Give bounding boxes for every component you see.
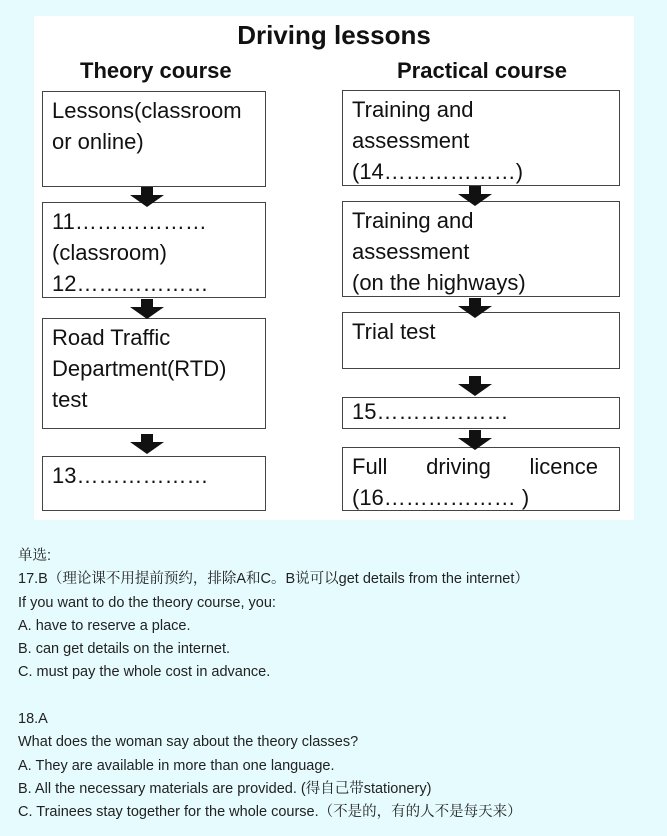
down-arrow-icon (130, 187, 164, 207)
figure-title: Driving lessons (237, 20, 431, 50)
answer-17: 17.B（理论课不用提前预约，排除A和C。B说可以get details from the internet） (18, 571, 529, 588)
theory-box-13 (42, 456, 266, 511)
theory-box-line: (classroom) (52, 240, 167, 265)
option-18-c: C. Trainees stay together for the whole course.（不是的，有的人不是每天来） (18, 804, 522, 821)
practical-box-word: licence (529, 454, 598, 479)
option-17-c: C. must pay the whole cost in advance. (18, 664, 271, 681)
theory-box-line: Department(RTD) (52, 356, 227, 381)
practical-box-word: driving (426, 454, 491, 479)
theory-box-line: test (52, 387, 88, 412)
down-arrow-icon (130, 434, 164, 454)
down-arrow-icon (458, 376, 492, 396)
practical-box-line: (14………………) (352, 159, 524, 184)
question-17: If you want to do the theory course, you: (18, 594, 276, 611)
practical-box-15 (342, 397, 620, 429)
theory-box-line: 12……………… (52, 271, 209, 296)
theory-box-line: 13……………… (52, 463, 209, 488)
full-driving-licence-line (352, 451, 598, 482)
theory-course-heading: Theory course (80, 58, 232, 83)
practical-box-line: (16……………… ) (352, 485, 530, 510)
down-arrow-icon (458, 298, 492, 318)
option-18-b: B. All the necessary materials are provided. (得自己带stationery) (18, 780, 432, 797)
theory-box-rtd-test (42, 318, 266, 429)
driving-lessons-figure (34, 16, 634, 520)
practical-box-line: assessment (352, 128, 470, 153)
theory-box-line: 11……………… (52, 209, 207, 234)
answer-18: 18.A (18, 711, 48, 728)
practical-box-trial-test (342, 312, 620, 369)
practical-box-line: (on the highways) (352, 270, 526, 295)
practical-box-word: Full (352, 454, 388, 479)
theory-box-11-12 (42, 202, 266, 298)
spacer (18, 685, 657, 708)
option-17-a: A. have to reserve a place. (18, 617, 191, 634)
practical-course-heading: Practical course (397, 58, 567, 83)
practical-box-line: 15……………… (352, 399, 509, 424)
theory-box-line: Lessons(classroom (52, 98, 242, 123)
down-arrow-icon (458, 186, 492, 206)
section-label: 单选: (18, 548, 52, 564)
practical-box-line: Training and (352, 208, 474, 233)
option-17-b: B. can get details on the internet. (18, 641, 230, 658)
practical-box-line: assessment (352, 239, 470, 264)
theory-box-lessons (42, 91, 266, 187)
theory-box-line: Road Traffic (52, 325, 171, 350)
practical-box-training-14 (342, 90, 620, 186)
down-arrow-icon (458, 430, 492, 450)
practical-box-line: Trial test (352, 319, 436, 344)
practical-box-line: Training and (352, 97, 474, 122)
practical-box-highways (342, 201, 620, 297)
down-arrow-icon (130, 299, 164, 319)
question-18: What does the woman say about the theory classes? (18, 734, 359, 751)
practical-box-full-licence (342, 447, 620, 511)
theory-box-line: or online) (52, 129, 144, 154)
answer-explanations (18, 545, 657, 825)
option-18-a: A. They are available in more than one language. (18, 757, 335, 774)
